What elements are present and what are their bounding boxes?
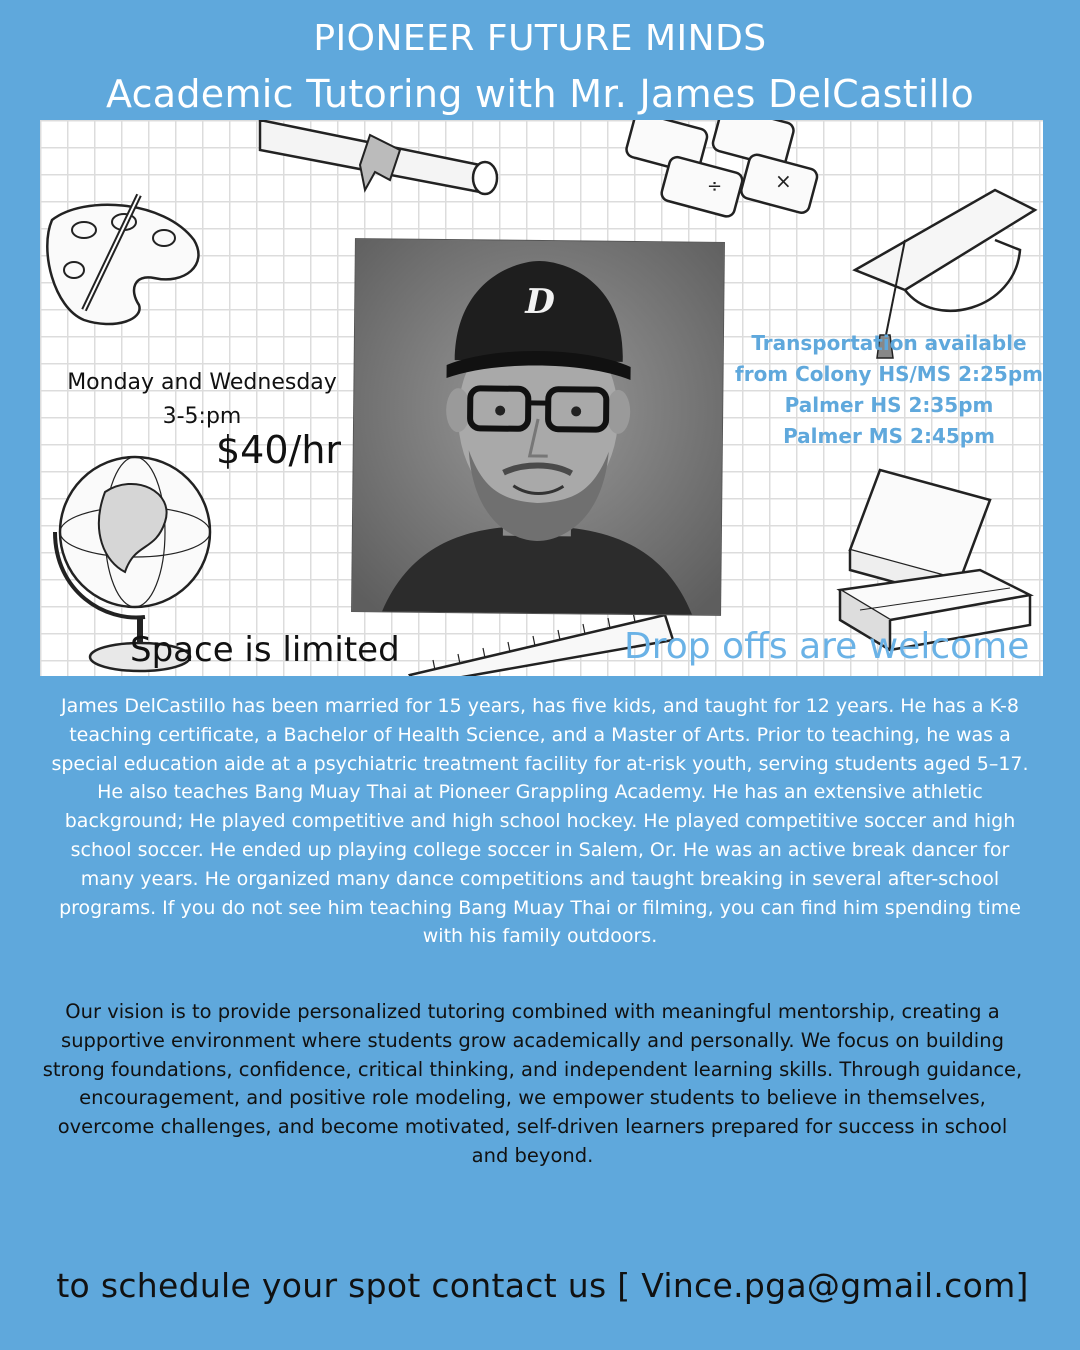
paint-palette-icon — [44, 190, 214, 340]
schedule-info — [54, 366, 350, 434]
vision-statement: Our vision is to provide personalized tutoring combined with meaningful mentorship, creating a supportive environment where students grow academically and personally. We focus on building strong foundations, confidence, critical thinking, and independent learning skills. Through guidance, encouragement, and positive role modeling, we empower students to believe in themselves, overcome challenges, and become motivated, self-driven learners prepared for success in school and beyond. — [42, 1000, 1023, 1167]
dropoff-notice: Drop offs are welcome — [624, 626, 1030, 667]
diploma-scroll-icon — [250, 120, 510, 210]
flyer-panel — [40, 120, 1043, 676]
tutor-portrait — [352, 239, 724, 615]
transportation-line-2: from Colony HS/MS 2:25pm — [735, 362, 1043, 386]
transportation-line-4: Palmer MS 2:45pm — [783, 424, 995, 448]
transportation-line-3: Palmer HS 2:35pm — [784, 393, 994, 417]
contact-line: to schedule your spot contact us [ Vince.pga@gmail.com] — [56, 1266, 1029, 1305]
page-subtitle: Academic Tutoring with Mr. James DelCastillo — [105, 72, 975, 116]
page-title: PIONEER FUTURE MINDS — [313, 18, 767, 59]
transportation-line-1: Transportation available — [751, 331, 1027, 355]
svg-text:÷: ÷ — [707, 176, 723, 197]
svg-text:×: × — [775, 169, 792, 193]
space-limited-notice: Space is limited — [130, 630, 400, 670]
schedule-days: Monday and Wednesday — [67, 370, 337, 395]
tutor-bio: James DelCastillo has been married for 15 years, has five kids, and taught for 12 years. He has a K-8 teaching certificate, a Bachelor of Health Science, and a Master of Arts. Prior to teaching, he was a special education aide at a psychiatric treatment facility for at-risk youth, serving students aged 5–17. He also teaches Bang Muay Thai at Pioneer Grappling Academy. He has an extensive athletic background; He played competitive and high school hockey. He played competitive soccer and high school soccer. He ended up playing college soccer in Salem, Or. He was an active break dancer for many years. He organized many dance competitions and taught breaking in several after-school programs. If you do not see him teaching Bang Muay Thai or filming, you can find him spending time with his family outdoors. — [51, 695, 1029, 948]
schedule-time: 3-5:pm — [162, 404, 242, 429]
tutor-portrait-drawing — [352, 239, 724, 615]
hourly-price: $40/hr — [216, 428, 342, 472]
transportation-info — [730, 328, 1043, 452]
cap-logo-letter: D — [525, 281, 556, 323]
calculator-icon — [625, 120, 825, 220]
